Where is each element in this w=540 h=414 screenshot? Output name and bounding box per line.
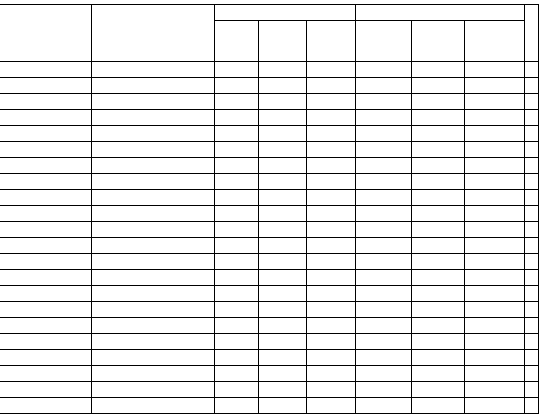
extra-cell	[525, 302, 539, 318]
extra-cell	[525, 366, 539, 382]
table-row	[0, 334, 539, 350]
result1-cell	[307, 238, 356, 254]
header-group-combat-drill	[215, 5, 356, 21]
penalty2-cell	[412, 334, 465, 350]
extra-cell	[525, 142, 539, 158]
extra-cell	[525, 126, 539, 142]
result1-cell	[307, 78, 356, 94]
team-cell	[0, 366, 91, 382]
county-cell	[91, 334, 214, 350]
header-extra	[525, 5, 539, 62]
result2-cell	[464, 158, 524, 174]
penalty1-cell	[258, 382, 307, 398]
team-cell	[0, 190, 91, 206]
result2-cell	[464, 94, 524, 110]
team-cell	[0, 222, 91, 238]
penalty1-cell	[258, 334, 307, 350]
table-row	[0, 238, 539, 254]
penalty1-cell	[258, 78, 307, 94]
penalty2-cell	[412, 110, 465, 126]
penalty2-cell	[412, 78, 465, 94]
team-cell	[0, 286, 91, 302]
team-cell	[0, 126, 91, 142]
table-row	[0, 126, 539, 142]
extra-cell	[525, 110, 539, 126]
extra-cell	[525, 350, 539, 366]
time1-cell	[215, 270, 258, 286]
penalty1-cell	[258, 110, 307, 126]
time1-cell	[215, 158, 258, 174]
county-cell	[91, 174, 214, 190]
team-cell	[0, 158, 91, 174]
penalty1-cell	[258, 126, 307, 142]
extra-cell	[525, 398, 539, 414]
time2-cell	[356, 222, 412, 238]
penalty1-cell	[258, 142, 307, 158]
table-row	[0, 270, 539, 286]
team-cell	[0, 382, 91, 398]
penalty1-cell	[258, 158, 307, 174]
county-cell	[91, 398, 214, 414]
county-cell	[91, 254, 214, 270]
time2-cell	[356, 398, 412, 414]
penalty2-cell	[412, 318, 465, 334]
county-cell	[91, 142, 214, 158]
time2-cell	[356, 382, 412, 398]
extra-cell	[525, 238, 539, 254]
penalty2-cell	[412, 382, 465, 398]
county-cell	[91, 318, 214, 334]
penalty1-cell	[258, 286, 307, 302]
table-row	[0, 366, 539, 382]
result1-cell	[307, 142, 356, 158]
penalty1-cell	[258, 94, 307, 110]
penalty1-cell	[258, 350, 307, 366]
time2-cell	[356, 206, 412, 222]
result2-cell	[464, 142, 524, 158]
extra-cell	[525, 94, 539, 110]
header-result-1	[307, 21, 356, 62]
time2-cell	[356, 174, 412, 190]
time1-cell	[215, 334, 258, 350]
team-cell	[0, 302, 91, 318]
result1-cell	[307, 126, 356, 142]
county-cell	[91, 350, 214, 366]
time1-cell	[215, 350, 258, 366]
result2-cell	[464, 398, 524, 414]
team-cell	[0, 270, 91, 286]
result1-cell	[307, 254, 356, 270]
result1-cell	[307, 94, 356, 110]
penalty1-cell	[258, 222, 307, 238]
team-cell	[0, 398, 91, 414]
penalty2-cell	[412, 62, 465, 78]
result1-cell	[307, 222, 356, 238]
table-row	[0, 302, 539, 318]
time1-cell	[215, 174, 258, 190]
result2-cell	[464, 126, 524, 142]
team-cell	[0, 110, 91, 126]
time1-cell	[215, 110, 258, 126]
header-team	[0, 5, 91, 62]
extra-cell	[525, 190, 539, 206]
header-county	[91, 5, 214, 62]
result1-cell	[307, 334, 356, 350]
header-time-1	[215, 21, 258, 62]
table-row	[0, 382, 539, 398]
extra-cell	[525, 382, 539, 398]
time1-cell	[215, 286, 258, 302]
extra-cell	[525, 334, 539, 350]
time2-cell	[356, 334, 412, 350]
team-cell	[0, 78, 91, 94]
team-cell	[0, 94, 91, 110]
results-table	[0, 4, 539, 414]
table-row	[0, 174, 539, 190]
penalty1-cell	[258, 238, 307, 254]
extra-cell	[525, 62, 539, 78]
result1-cell	[307, 366, 356, 382]
result1-cell	[307, 206, 356, 222]
result2-cell	[464, 110, 524, 126]
county-cell	[91, 238, 214, 254]
county-cell	[91, 222, 214, 238]
time1-cell	[215, 318, 258, 334]
result2-cell	[464, 174, 524, 190]
result1-cell	[307, 270, 356, 286]
result2-cell	[464, 382, 524, 398]
result1-cell	[307, 62, 356, 78]
extra-cell	[525, 222, 539, 238]
time2-cell	[356, 254, 412, 270]
county-cell	[91, 190, 214, 206]
team-cell	[0, 334, 91, 350]
penalty1-cell	[258, 174, 307, 190]
time1-cell	[215, 142, 258, 158]
result1-cell	[307, 318, 356, 334]
result2-cell	[464, 238, 524, 254]
result2-cell	[464, 318, 524, 334]
extra-cell	[525, 158, 539, 174]
result2-cell	[464, 334, 524, 350]
result2-cell	[464, 62, 524, 78]
team-cell	[0, 142, 91, 158]
result2-cell	[464, 350, 524, 366]
county-cell	[91, 78, 214, 94]
result1-cell	[307, 158, 356, 174]
team-cell	[0, 206, 91, 222]
time1-cell	[215, 206, 258, 222]
header-result-2	[464, 21, 524, 62]
time2-cell	[356, 270, 412, 286]
team-cell	[0, 174, 91, 190]
county-cell	[91, 302, 214, 318]
time2-cell	[356, 142, 412, 158]
table-row	[0, 78, 539, 94]
penalty1-cell	[258, 254, 307, 270]
result2-cell	[464, 78, 524, 94]
penalty2-cell	[412, 222, 465, 238]
county-cell	[91, 94, 214, 110]
time1-cell	[215, 62, 258, 78]
time1-cell	[215, 190, 258, 206]
county-cell	[91, 62, 214, 78]
penalty2-cell	[412, 254, 465, 270]
time2-cell	[356, 302, 412, 318]
table-row	[0, 254, 539, 270]
time2-cell	[356, 110, 412, 126]
county-cell	[91, 366, 214, 382]
table-row	[0, 206, 539, 222]
penalty2-cell	[412, 286, 465, 302]
county-cell	[91, 110, 214, 126]
result2-cell	[464, 286, 524, 302]
header-group-relay	[356, 5, 525, 21]
result2-cell	[464, 366, 524, 382]
extra-cell	[525, 78, 539, 94]
result1-cell	[307, 302, 356, 318]
penalty2-cell	[412, 366, 465, 382]
penalty1-cell	[258, 62, 307, 78]
penalty1-cell	[258, 270, 307, 286]
time1-cell	[215, 222, 258, 238]
penalty2-cell	[412, 190, 465, 206]
time1-cell	[215, 78, 258, 94]
table-row	[0, 158, 539, 174]
penalty2-cell	[412, 270, 465, 286]
time2-cell	[356, 126, 412, 142]
county-cell	[91, 126, 214, 142]
time2-cell	[356, 286, 412, 302]
result2-cell	[464, 254, 524, 270]
time1-cell	[215, 382, 258, 398]
time1-cell	[215, 238, 258, 254]
result1-cell	[307, 398, 356, 414]
result1-cell	[307, 286, 356, 302]
penalty1-cell	[258, 302, 307, 318]
team-cell	[0, 254, 91, 270]
county-cell	[91, 206, 214, 222]
penalty2-cell	[412, 174, 465, 190]
county-cell	[91, 286, 214, 302]
time2-cell	[356, 350, 412, 366]
result2-cell	[464, 190, 524, 206]
team-cell	[0, 238, 91, 254]
time2-cell	[356, 238, 412, 254]
team-cell	[0, 318, 91, 334]
penalty2-cell	[412, 142, 465, 158]
county-cell	[91, 270, 214, 286]
time1-cell	[215, 94, 258, 110]
result1-cell	[307, 382, 356, 398]
penalty2-cell	[412, 302, 465, 318]
penalty1-cell	[258, 318, 307, 334]
result1-cell	[307, 174, 356, 190]
table-row	[0, 398, 539, 414]
penalty1-cell	[258, 398, 307, 414]
result2-cell	[464, 270, 524, 286]
penalty1-cell	[258, 366, 307, 382]
result1-cell	[307, 190, 356, 206]
team-cell	[0, 350, 91, 366]
table-row	[0, 62, 539, 78]
time2-cell	[356, 190, 412, 206]
extra-cell	[525, 318, 539, 334]
header-penalty-2	[412, 21, 465, 62]
table-row	[0, 94, 539, 110]
table-row	[0, 142, 539, 158]
penalty2-cell	[412, 94, 465, 110]
header-time-2	[356, 21, 412, 62]
extra-cell	[525, 174, 539, 190]
result1-cell	[307, 110, 356, 126]
result1-cell	[307, 350, 356, 366]
penalty2-cell	[412, 126, 465, 142]
time2-cell	[356, 158, 412, 174]
penalty2-cell	[412, 238, 465, 254]
table-row	[0, 318, 539, 334]
table-row	[0, 350, 539, 366]
result2-cell	[464, 222, 524, 238]
penalty2-cell	[412, 398, 465, 414]
result2-cell	[464, 206, 524, 222]
penalty2-cell	[412, 350, 465, 366]
header-row-groups	[0, 5, 539, 21]
team-cell	[0, 62, 91, 78]
extra-cell	[525, 270, 539, 286]
time1-cell	[215, 302, 258, 318]
table-row	[0, 190, 539, 206]
time1-cell	[215, 126, 258, 142]
penalty2-cell	[412, 158, 465, 174]
county-cell	[91, 382, 214, 398]
time2-cell	[356, 94, 412, 110]
time1-cell	[215, 254, 258, 270]
county-cell	[91, 158, 214, 174]
extra-cell	[525, 254, 539, 270]
table-row	[0, 110, 539, 126]
time2-cell	[356, 318, 412, 334]
time1-cell	[215, 398, 258, 414]
time2-cell	[356, 366, 412, 382]
extra-cell	[525, 206, 539, 222]
table-row	[0, 222, 539, 238]
penalty1-cell	[258, 206, 307, 222]
time1-cell	[215, 366, 258, 382]
time2-cell	[356, 78, 412, 94]
penalty1-cell	[258, 190, 307, 206]
header-penalty-1	[258, 21, 307, 62]
penalty2-cell	[412, 206, 465, 222]
table-body	[0, 62, 539, 414]
extra-cell	[525, 286, 539, 302]
result2-cell	[464, 302, 524, 318]
time2-cell	[356, 62, 412, 78]
table-row	[0, 286, 539, 302]
